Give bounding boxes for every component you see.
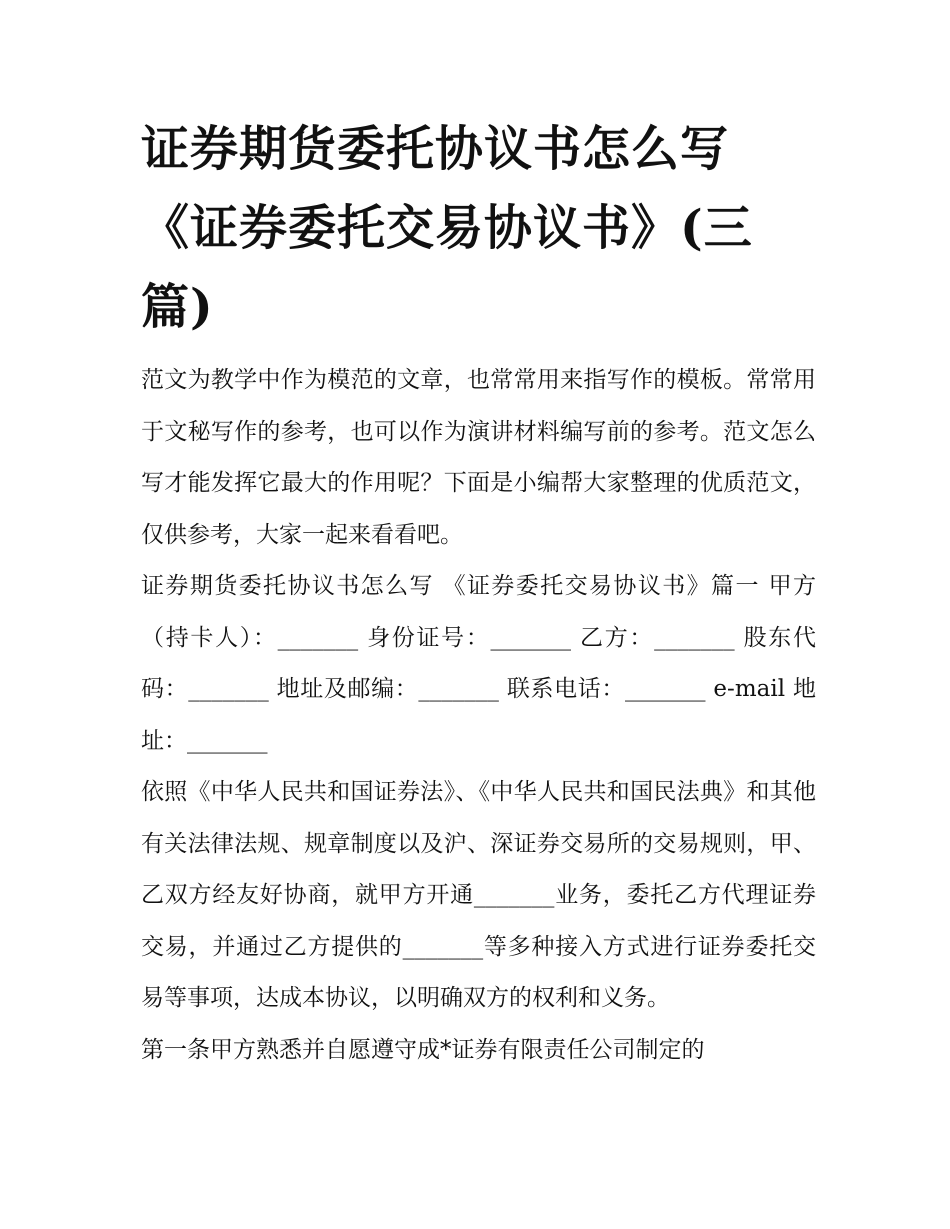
- document-title: 证券期货委托协议书怎么写《证券委托交易协议书》(三篇): [141, 121, 753, 335]
- parties-paragraph: 证券期货委托协议书怎么写 《证券委托交易协议书》篇一 甲方（持卡人）：_______ 身份证号：_______ 乙方：_______ 股东代码：_______ 地址及邮编：_______ 联系电话：_______ e-mail 地址：_______: [141, 573, 816, 754]
- article-one-paragraph: 第一条甲方熟悉并自愿遵守成*证券有限责任公司制定的: [141, 1036, 705, 1063]
- intro-paragraph: 范文为教学中作为模范的文章，也常常用来指写作的模板。常常用于文秘写作的参考，也可以作为演讲材料编写前的参考。范文怎么写才能发挥它最大的作用呢？下面是小编帮大家整理的优质范文，仅供参考，大家一起来看看吧。: [141, 367, 816, 548]
- legal-basis-paragraph: 依照《中华人民共和国证券法》、《中华人民共和国民法典》和其他有关法律法规、规章制度以及沪、深证券交易所的交易规则，甲、乙双方经友好协商，就甲方开通_______业务，委托乙方代理证券交易，并通过乙方提供的_______等多种接入方式进行证券委托交易等事项，达成本协议，以明确双方的权利和义务。: [141, 779, 816, 1011]
- document-page: [141, 110, 816, 1076]
